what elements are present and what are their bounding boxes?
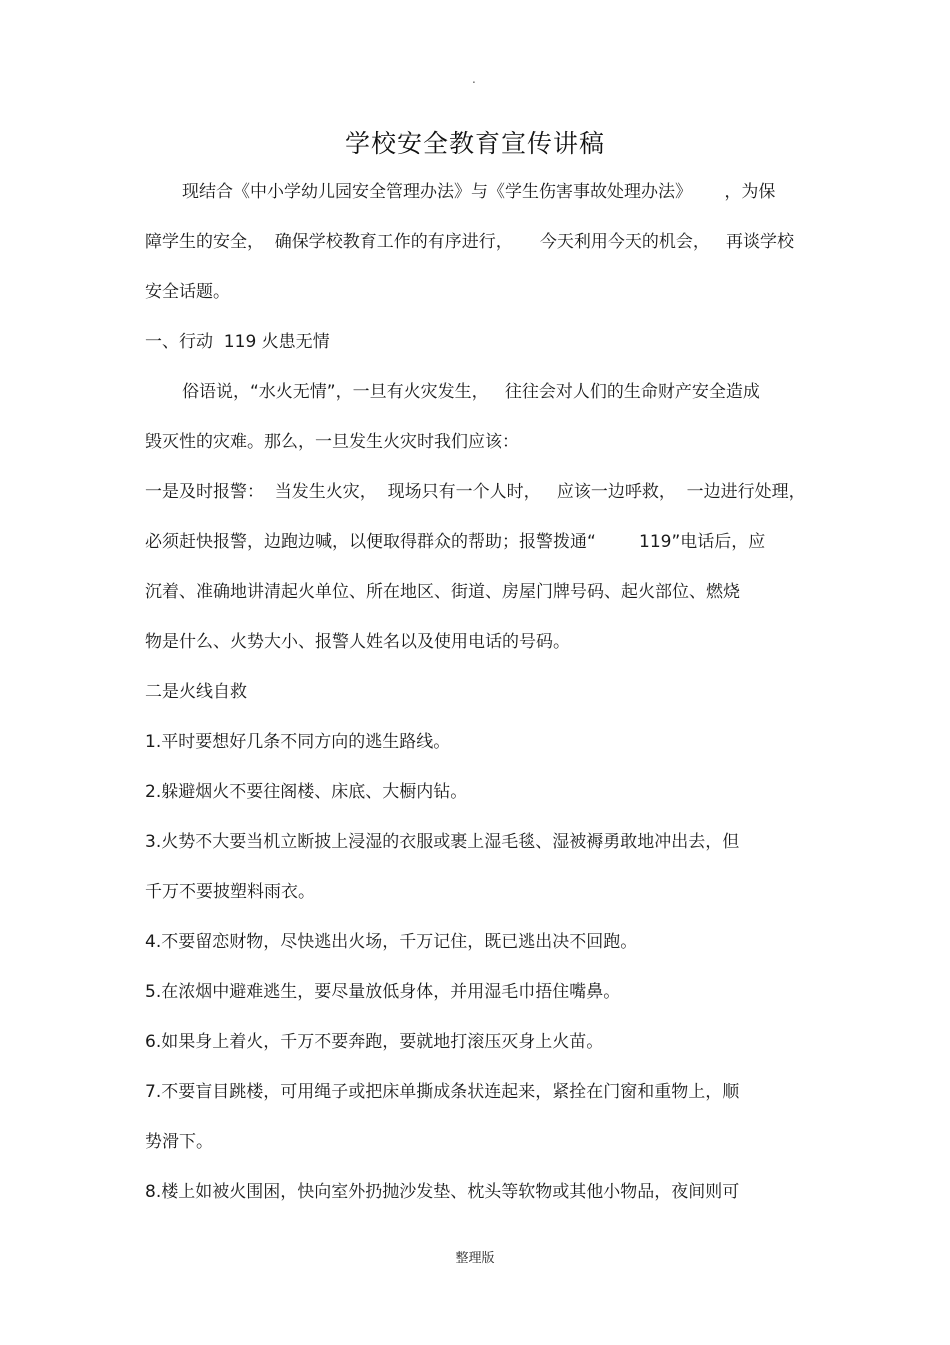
list-item-7-line-2: 势滑下。	[145, 1132, 213, 1152]
page-footer-label: 整理版	[455, 1251, 495, 1266]
list-item-5: 5.在浓烟中避难逃生，要尽量放低身体，并用湿毛巾捂住嘴鼻。	[145, 982, 621, 1002]
list-item-3-line-1: 3.火势不大要当机立断披上浸湿的衣服或裹上湿毛毯、湿被褥勇敢地冲出去，但	[145, 832, 740, 852]
list-item-8-line-1: 8.楼上如被火围困，快向室外扔抛沙发垫、枕头等软物或其他小物品，夜间则可	[145, 1182, 740, 1202]
para-2-line-1: 一是及时报警： 当发生火灾， 现场只有一个人时， 应该一边呼救， 一边进行处理，	[145, 482, 806, 502]
para-3-heading: 二是火线自救	[145, 682, 247, 702]
intro-line-1: 现结合《中小学幼儿园安全管理办法》与《学生伤害事故处理办法》 ，为保	[182, 182, 776, 202]
para-1-line-1: 俗语说，“水火无情”，一旦有火灾发生， 往往会对人们的生命财产安全造成	[182, 382, 760, 402]
page-title: 学校安全教育宣传讲稿	[344, 129, 605, 158]
intro-line-3: 安全话题。	[145, 282, 230, 302]
list-item-7-line-1: 7.不要盲目跳楼，可用绳子或把床单撕成条状连起来，紧拴在门窗和重物上，顺	[145, 1082, 740, 1102]
para-2-line-2: 必须赶快报警，边跑边喊，以便取得群众的帮助；报警拨通“ 119”电话后，应	[145, 532, 766, 552]
para-1-line-2: 毁灭性的灾难。那么，一旦发生火灾时我们应该：	[145, 432, 519, 452]
para-2-line-4: 物是什么、火势大小、报警人姓名以及使用电话的号码。	[145, 632, 570, 652]
list-item-3-line-2: 千万不要披塑料雨衣。	[145, 882, 315, 902]
intro-line-2: 障学生的安全， 确保学校教育工作的有序进行， 今天利用今天的机会， 再谈学校	[145, 232, 795, 252]
list-item-1: 1.平时要想好几条不同方向的逃生路线。	[145, 732, 451, 752]
list-item-6: 6.如果身上着火，千万不要奔跑，要就地打滚压灭身上火苗。	[145, 1032, 604, 1052]
para-2-line-3: 沉着、准确地讲清起火单位、所在地区、街道、房屋门牌号码、起火部位、燃烧	[145, 582, 740, 602]
header-dot: .	[472, 72, 476, 86]
list-item-4: 4.不要留恋财物，尽快逃出火场，千万记住，既已逃出决不回跑。	[145, 932, 638, 952]
list-item-2: 2.躲避烟火不要往阁楼、床底、大橱内钻。	[145, 782, 468, 802]
section-heading-1: 一、行动 119 火患无情	[145, 332, 330, 352]
